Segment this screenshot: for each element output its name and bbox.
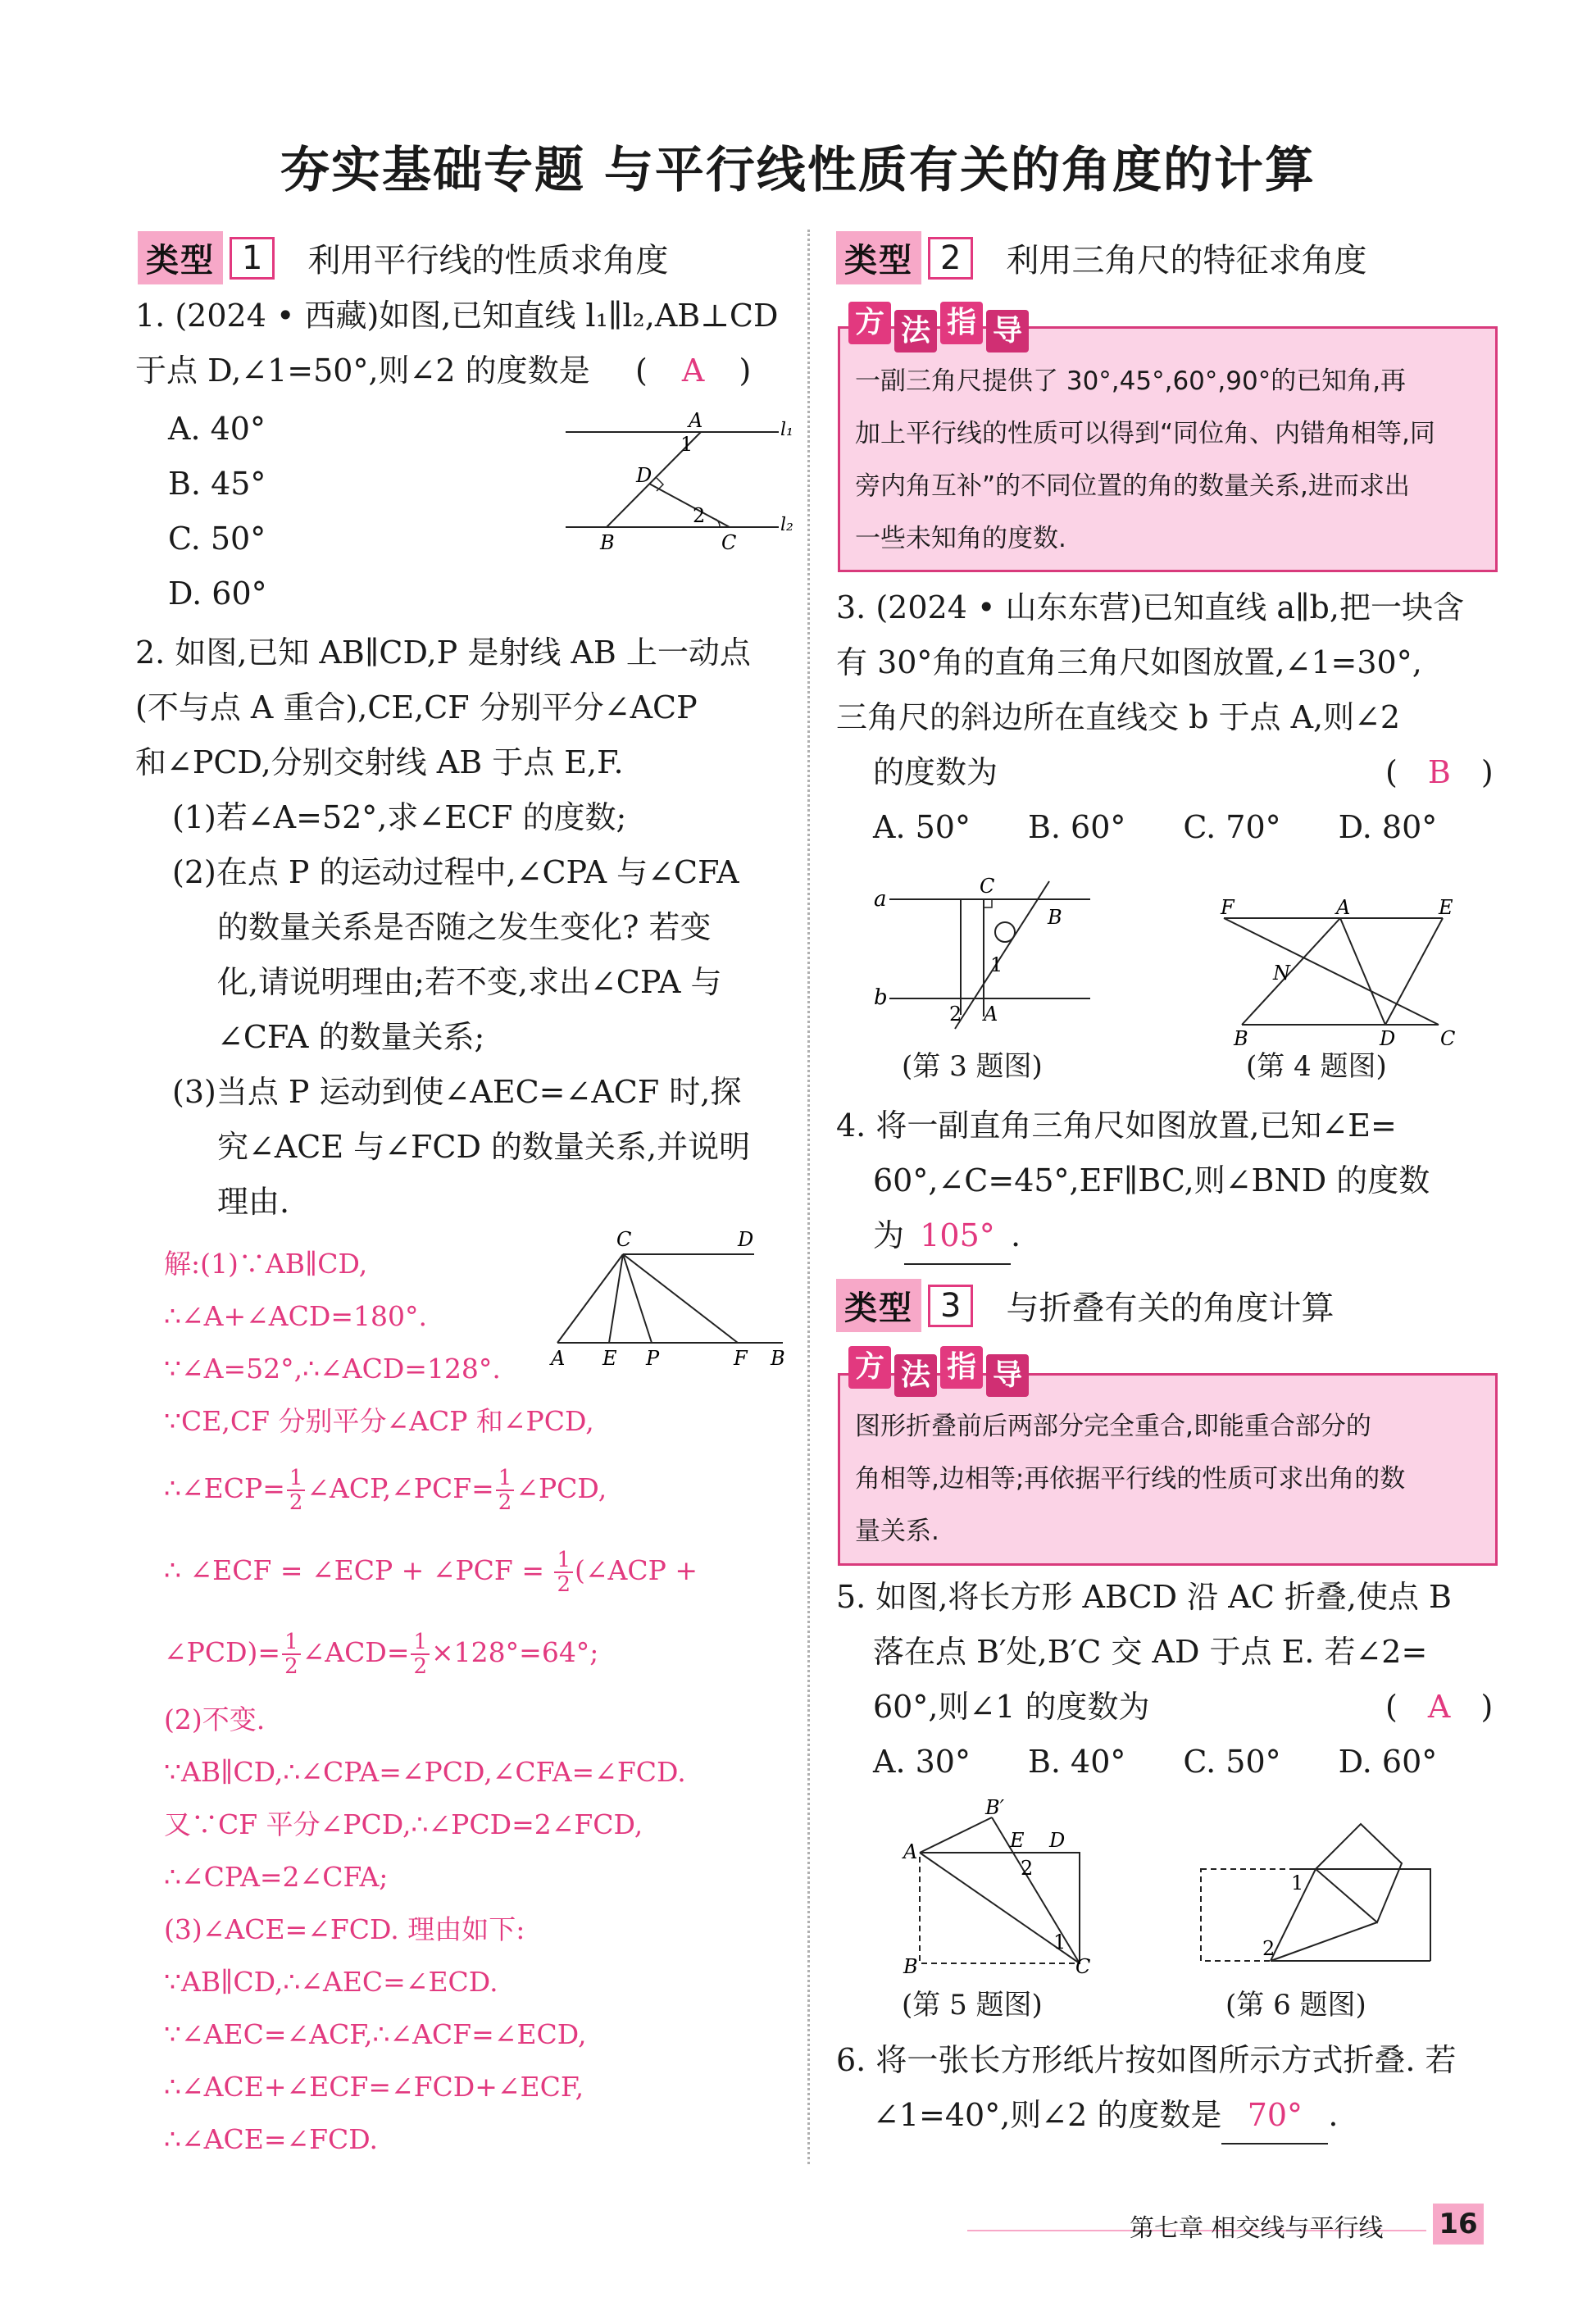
sol-l5c: ∠PCD, [516,1472,607,1504]
q1-figure [557,406,803,557]
q2-text [135,625,791,1230]
q2-fig-a: A [551,1347,566,1370]
badge-char: 法 [894,1354,937,1397]
type1-num: 1 [230,237,275,280]
q2-sub3a: (3)当点 P 运动到使∠AEC=∠ACF 时,探 [172,1074,742,1110]
q4-fig-d: D [1380,1027,1396,1045]
tip1-line4: 一些未知角的度数. [855,524,1066,553]
q2-fig-p: P [646,1347,660,1370]
frac-n: 1 [496,1467,515,1491]
sol-line9: ∵AB∥CD,∴∠CPA=∠PCD,∠CFA=∠FCD. [164,1756,686,1788]
q1-fig-a: A [689,409,703,432]
sol-l5b: ∠ACP,∠PCF= [307,1472,494,1504]
q3-text [836,580,1500,855]
q4-fig-f: F [1221,898,1235,919]
sol-line4: ∵CE,CF 分别平分∠ACP 和∠PCD, [164,1405,594,1437]
q4-line3 [873,1208,1500,1265]
sol-line6 [164,1530,803,1612]
sol-line15: ∴∠ACE+∠ECF=∠FCD+∠ECF, [164,2071,584,2103]
sol-line7 [164,1612,803,1694]
frac-n: 1 [287,1467,306,1491]
q5-line3-row [873,1680,1500,1735]
q3-fig-2: 2 [949,1003,962,1026]
q3-fig-b-line: b [874,985,888,1010]
q6-fig-2: 2 [1262,1937,1275,1960]
q3-line1: 3. (2024 • 山东东营)已知直线 a∥b,把一块含 [836,589,1464,625]
q3-caption: (第 3 题图) [902,1050,1043,1083]
q5-fig-bp: B′ [985,1799,1005,1819]
type1-title: 利用平行线的性质求角度 [307,242,669,280]
sol-line11: ∴∠CPA=2∠CFA; [164,1861,389,1893]
q3-fig-1: 1 [990,953,1003,976]
q4-fig-n: N [1273,962,1290,985]
tip2-line1: 图形折叠前后两部分完全重合,即能重合部分的 [855,1412,1371,1441]
q1-fig-d: D [636,464,652,487]
q4-fig-b: B [1234,1027,1248,1045]
q6-text [836,2033,1500,2145]
q1-option-a: A. 40° [168,411,266,447]
q3-answer: B [1427,754,1451,790]
q5-option-d: D. 60° [1338,1744,1438,1780]
sol-line12: (3)∠ACE=∠FCD. 理由如下: [164,1913,525,1945]
q6-line1: 6. 将一张长方形纸片按如图所示方式折叠. 若 [836,2042,1457,2078]
page-title: 夯实基础专题 与平行线性质有关的角度的计算 [280,142,1316,199]
q3-figure [869,873,1115,1037]
frac-half [496,1467,515,1514]
q2-line2: (不与点 A 重合),CE,CF 分别平分∠ACP [135,689,698,725]
frac-d: 2 [289,1490,303,1515]
q3-line2: 有 30°角的直角三角尺如图放置,∠1=30°, [836,644,1422,680]
q4-caption: (第 4 题图) [1246,1050,1387,1083]
q2-sub2a: (2)在点 P 的运动过程中,∠CPA 与∠CFA [172,854,739,890]
q1-fig-1: 1 [680,433,693,456]
q2-fig-d: D [738,1228,754,1251]
q2-sub3c: 理由. [217,1184,290,1220]
q5-option-a: A. 30° [873,1744,971,1780]
q6-fig-1: 1 [1291,1872,1304,1894]
q2-sub2b: 的数量关系是否随之发生变化? 若变 [217,909,712,945]
sol-l6a: ∴ ∠ECF = ∠ECP + ∠PCF = [164,1554,544,1586]
type1-label: 类型 [138,231,223,284]
q3-fig-a: A [984,1003,998,1026]
q4-text [836,1098,1500,1265]
q5-fig-1: 1 [1053,1931,1066,1954]
q5-caption: (第 5 题图) [902,1989,1043,2022]
sol-l7a: ∠PCD)= [164,1636,281,1668]
q5-line2: 落在点 B′处,B′C 交 AD 于点 E. 若∠2= [873,1634,1428,1670]
tip2-line2: 角相等,边相等;再依据平行线的性质可求出角的数 [855,1464,1406,1494]
tip2-line3: 量关系. [855,1517,939,1546]
sol-line16: ∴∠ACE=∠FCD. [164,2123,379,2155]
sol-l5a: ∴∠ECP= [164,1472,285,1504]
tip1-badge [848,302,1029,348]
sol-line14: ∵∠AEC=∠ACF,∴∠ACF=∠ECD, [164,2018,587,2050]
q4-post: . [1011,1217,1021,1253]
sol-line13: ∵AB∥CD,∴∠AEC=∠ECD. [164,1966,498,1998]
q3-fig-c: C [980,875,995,898]
q2-solution [164,1238,803,2166]
frac-d: 2 [557,1572,571,1597]
q2-fig-e: E [602,1347,617,1370]
type2-heading [836,231,1366,284]
q3-line4: 的度数为 [873,754,998,790]
q5-line1: 5. 如图,将长方形 ABCD 沿 AC 折叠,使点 B [836,1579,1452,1615]
sol-l6b: (∠ACP + [575,1554,698,1586]
q6-post: . [1328,2097,1339,2133]
badge-char: 导 [986,310,1029,352]
q2-line3: 和∠PCD,分别交射线 AB 于点 E,F. [135,744,624,780]
q5-answer-paren: ( A ) [1385,1689,1494,1725]
q1-fig-l1: l₁ [780,420,793,440]
q3-option-b: B. 60° [1027,809,1126,845]
frac-d: 2 [413,1654,428,1679]
q5-fig-2: 2 [1021,1857,1034,1880]
q4-fig-a: A [1336,898,1351,919]
type3-heading [836,1279,1334,1332]
q5-fig-e: E [1010,1829,1025,1852]
type2-num: 2 [928,237,973,280]
tip2-box [838,1373,1498,1566]
q6-figure [1193,1799,1439,1980]
q5-fig-b: B [903,1955,918,1978]
q5-fig-a: A [903,1840,918,1863]
q1-answer-paren: ( A ) [635,352,752,389]
q3-options [873,800,1500,855]
q2-sub2c: 化,请说明理由;若不变,求出∠CPA 与 [217,964,722,1000]
q5-text [836,1570,1500,1790]
frac-n: 1 [554,1549,573,1573]
q4-figure [1209,898,1480,1045]
q5-options [873,1735,1500,1790]
frac-half [554,1549,573,1596]
frac-n: 1 [411,1631,430,1655]
q3-option-d: D. 80° [1338,809,1438,845]
q1-options [168,402,267,621]
type1-heading [138,231,668,284]
sol-line10: 又∵CF 平分∠PCD,∴∠PCD=2∠FCD, [164,1808,643,1840]
q1-line1: 1. (2024 • 西藏)如图,已知直线 l₁∥l₂,AB⊥CD [135,298,779,334]
q4-line2: 60°,∠C=45°,EF∥BC,则∠BND 的度数 [873,1162,1430,1198]
badge-char: 指 [940,302,983,344]
q5-option-b: B. 40° [1027,1744,1126,1780]
sol-l7c: ×128°=64°; [431,1636,599,1668]
badge-char: 方 [848,1346,891,1389]
q5-option-c: C. 50° [1183,1744,1281,1780]
type3-title: 与折叠有关的角度计算 [1006,1289,1335,1327]
sol-line3: ∵∠A=52°,∴∠ACD=128°. [164,1353,501,1385]
tip1-line1: 一副三角尺提供了 30°,45°,60°,90°的已知角,再 [855,366,1407,396]
q1-fig-2: 2 [693,504,706,527]
q2-line1: 2. 如图,已知 AB∥CD,P 是射线 AB 上一动点 [135,634,751,671]
frac-d: 2 [498,1490,512,1515]
q5-answer: A [1427,1689,1451,1725]
q3-option-c: C. 70° [1183,809,1281,845]
q3-fig-b: B [1048,906,1062,929]
q5-figure [893,1799,1090,1980]
q2-sub3b: 究∠ACE 与∠FCD 的数量关系,并说明 [217,1129,751,1165]
type2-title: 利用三角尺的特征求角度 [1006,242,1367,280]
q2-sub1: (1)若∠A=52°,求∠ECF 的度数; [172,799,627,835]
q3-answer-paren: ( B ) [1385,754,1494,790]
q2-sub2d: ∠CFA 的数量关系; [217,1019,485,1055]
q1-option-d: D. 60° [168,575,267,612]
tip1-box [838,326,1498,572]
badge-char: 法 [894,310,937,352]
q1-fig-b: B [600,531,615,554]
tip1-line3: 旁内角互补”的不同位置的角的数量关系,进而求出 [855,471,1410,501]
q3-option-a: A. 50° [873,809,971,845]
q5-line3: 60°,则∠1 的度数为 [873,1689,1150,1725]
q6-caption: (第 6 题图) [1225,1989,1366,2022]
q2-fig-f: F [734,1347,748,1370]
q6-pre: ∠1=40°,则∠2 的度数是 [873,2097,1222,2133]
column-divider [807,230,810,2164]
frac-half [411,1631,430,1678]
type3-label: 类型 [836,1279,921,1332]
frac-half [282,1631,301,1678]
q3-line3: 三角尺的斜边所在直线交 b 于点 A,则∠2 [836,699,1401,735]
q1-fig-l2: l₂ [780,515,793,535]
tip2-badge [848,1346,1029,1392]
q6-answer: 70° [1221,2088,1328,2145]
q1-text [135,289,791,398]
q4-line1: 4. 将一副直角三角尺如图放置,已知∠E= [836,1108,1397,1144]
footer-chapter: 第七章 相交线与平行线 [1130,2214,1384,2243]
sol-line5 [164,1448,803,1530]
frac-n: 1 [282,1631,301,1655]
q1-line2-row [135,343,791,398]
q5-fig-c: C [1075,1955,1090,1978]
frac-d: 2 [284,1654,298,1679]
frac-half [287,1467,306,1514]
sol-line1: 解:(1)∵AB∥CD, [164,1248,368,1280]
type2-label: 类型 [836,231,921,284]
q2-fig-b: B [771,1347,785,1370]
q1-answer: A [681,352,705,389]
badge-char: 方 [848,302,891,344]
q2-fig-c: C [616,1228,632,1251]
badge-char: 指 [940,1346,983,1389]
badge-char: 导 [986,1354,1029,1397]
tip1-line2: 加上平行线的性质可以得到“同位角、内错角相等,同 [855,419,1435,448]
type3-num: 3 [928,1285,973,1327]
q5-fig-d: D [1049,1829,1066,1852]
q6-line2 [873,2088,1500,2145]
q3-fig-a-line: a [874,887,887,912]
q4-answer: 105° [904,1208,1011,1265]
q1-line2: 于点 D,∠1=50°,则∠2 的度数是 [135,352,590,389]
q1-option-b: B. 45° [168,466,266,502]
q3-line4-row [836,745,1500,800]
q4-fig-c: C [1440,1027,1456,1045]
sol-line2: ∴∠A+∠ACD=180°. [164,1300,427,1332]
q1-option-c: C. 50° [168,521,266,557]
sol-line8: (2)不变. [164,1703,266,1735]
q4-fig-e: E [1439,898,1453,919]
page-number: 16 [1433,2204,1484,2245]
sol-l7b: ∠ACD= [302,1636,410,1668]
q4-pre: 为 [873,1217,905,1253]
q1-fig-c: C [721,531,737,554]
